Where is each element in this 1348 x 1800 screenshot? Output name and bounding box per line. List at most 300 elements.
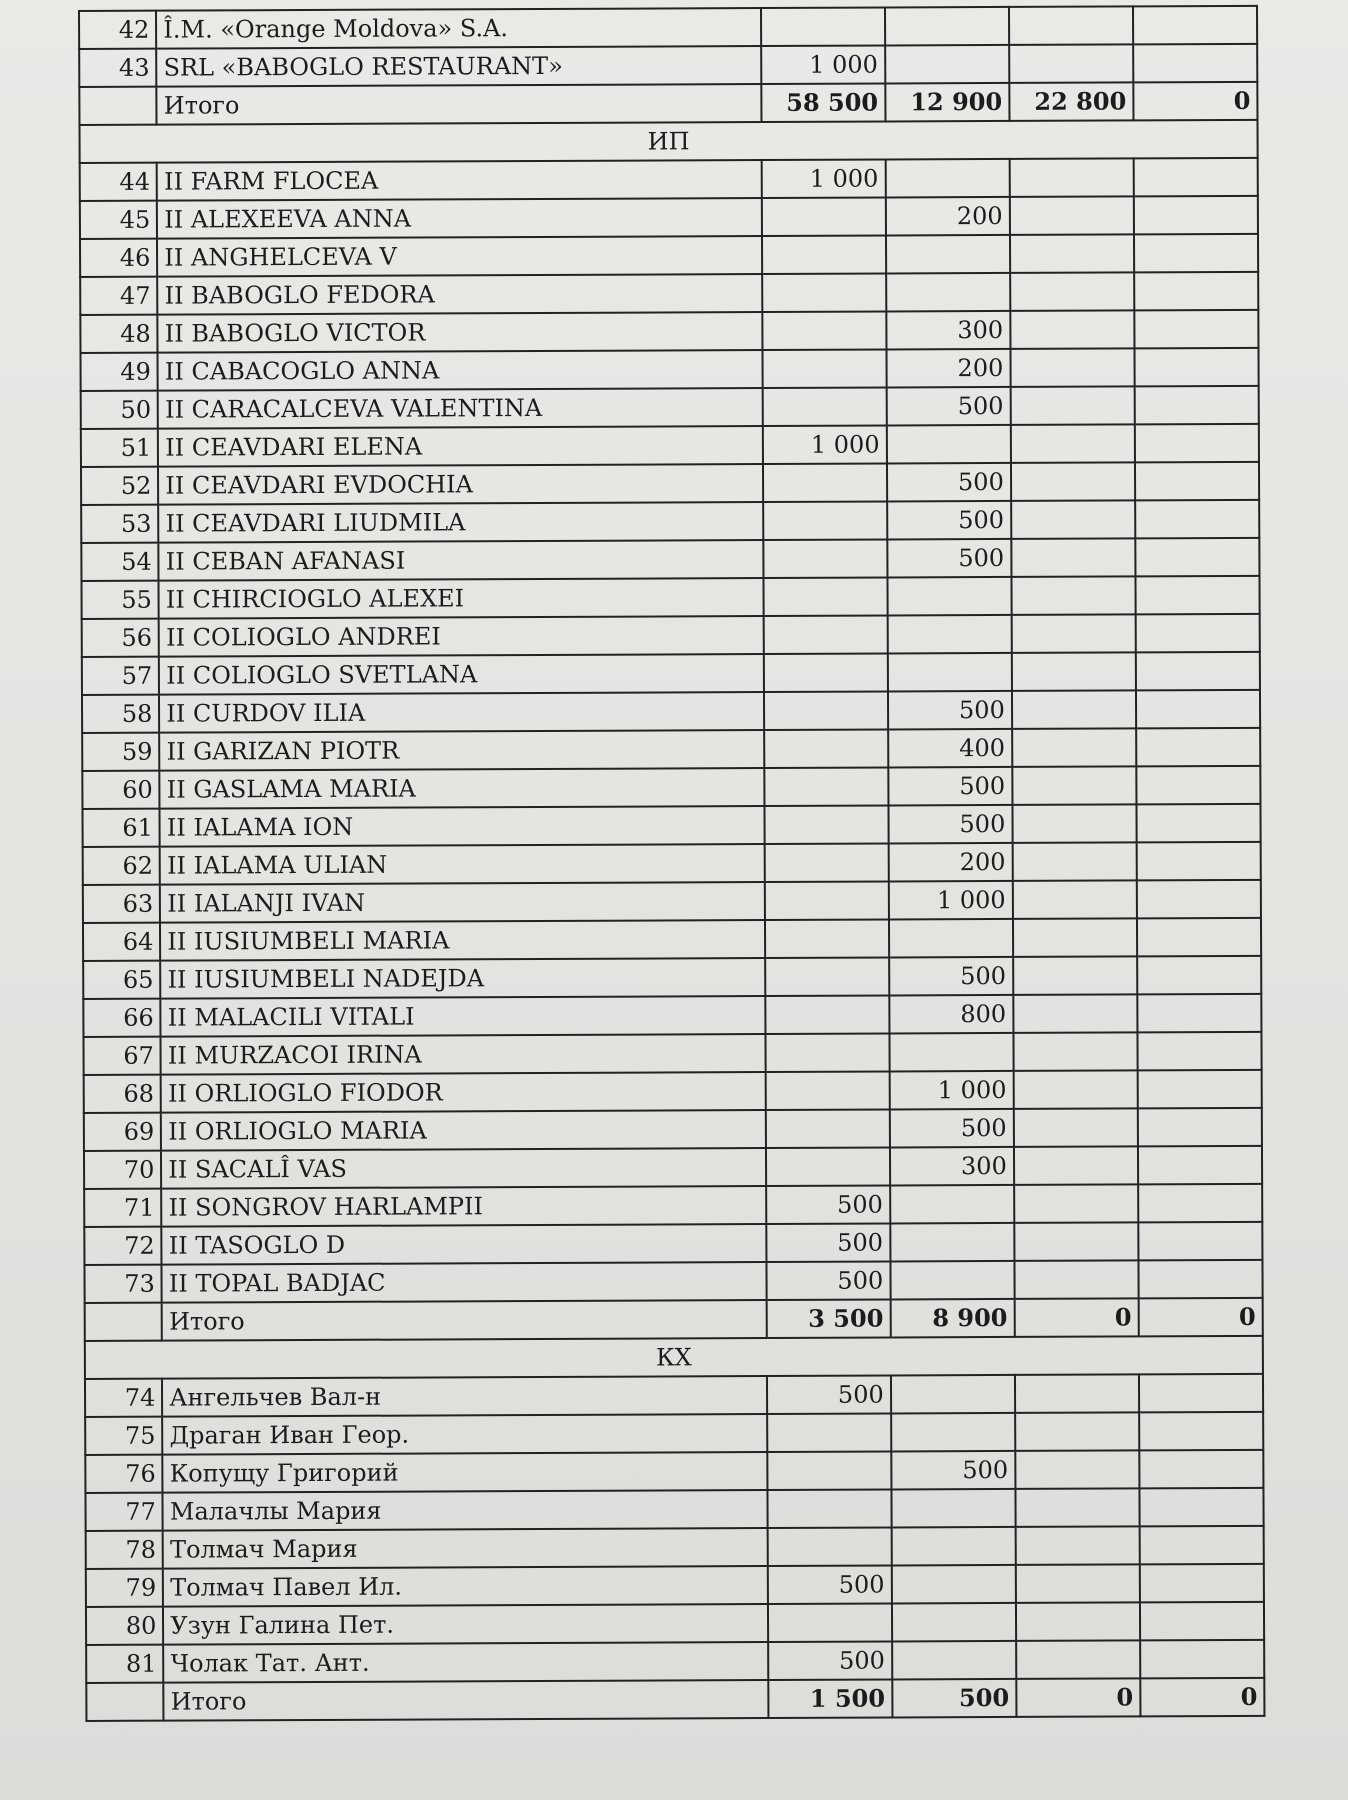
- row-c1: [762, 311, 886, 350]
- row-c3: [1013, 880, 1137, 919]
- total-c3: 0: [1016, 1678, 1140, 1717]
- row-name: Î.M. «Orange Moldova» S.A.: [156, 8, 760, 49]
- table-row: [83, 842, 1261, 885]
- row-c3: [1013, 1070, 1137, 1109]
- row-name: II ANGHELCEVA V: [157, 236, 761, 277]
- row-c2: [885, 7, 1009, 46]
- row-c2: 500: [887, 463, 1011, 502]
- row-name: II SONGROV HARLAMPII: [161, 1186, 765, 1227]
- row-c1: [763, 653, 887, 692]
- row-name: II IUSIUMBELI MARIA: [160, 920, 764, 961]
- row-c4: [1134, 348, 1258, 387]
- table-row: [84, 1146, 1262, 1189]
- row-c3: [1015, 1450, 1139, 1489]
- row-c2: [891, 1527, 1015, 1566]
- row-c1: 500: [768, 1641, 892, 1680]
- row-c2: [886, 273, 1010, 312]
- table-row: [84, 1260, 1262, 1303]
- row-c3: [1009, 158, 1133, 197]
- row-name: Копущу Григорий: [163, 1452, 767, 1493]
- row-number: 76: [85, 1455, 162, 1493]
- row-c4: [1134, 386, 1258, 425]
- row-c4: [1137, 880, 1261, 919]
- table-row: [82, 690, 1260, 733]
- row-number: 61: [82, 809, 159, 847]
- total-c1: 1 500: [768, 1679, 892, 1718]
- row-c1: [762, 273, 886, 312]
- row-name: II FARM FLOCEA: [157, 160, 761, 201]
- row-c1: [765, 919, 889, 958]
- row-c2: [892, 1603, 1016, 1642]
- row-c3: [1012, 728, 1136, 767]
- row-c1: [767, 1451, 891, 1490]
- row-number: 73: [84, 1265, 161, 1303]
- total-number: [86, 1683, 163, 1721]
- table-row: [81, 424, 1259, 467]
- row-c3: [1012, 842, 1136, 881]
- row-c1: [763, 615, 887, 654]
- row-number: 69: [84, 1113, 161, 1151]
- row-c4: [1136, 804, 1260, 843]
- row-c1: [762, 235, 886, 274]
- row-c4: [1136, 728, 1260, 767]
- row-c2: [886, 425, 1010, 464]
- row-c4: [1135, 462, 1259, 501]
- table-row: [80, 158, 1258, 201]
- table-row: [85, 1450, 1263, 1493]
- row-name: SRL «BABOGLO RESTAURANT»: [156, 46, 760, 87]
- total-row: [85, 1298, 1263, 1341]
- table-row: [86, 1602, 1264, 1645]
- row-c4: [1139, 1450, 1263, 1489]
- row-name: II ORLIOGLO FIODOR: [161, 1072, 765, 1113]
- row-number: 70: [84, 1151, 161, 1189]
- total-row: [79, 82, 1257, 125]
- row-name: II BABOGLO FEDORA: [157, 274, 761, 315]
- row-number: 58: [82, 695, 159, 733]
- row-c2: [890, 1261, 1014, 1300]
- row-c4: [1135, 576, 1259, 615]
- row-c1: [767, 1489, 891, 1528]
- table-row: [81, 500, 1259, 543]
- row-c1: 1 000: [761, 159, 885, 198]
- row-c1: [765, 1071, 889, 1110]
- row-number: 55: [81, 581, 158, 619]
- row-number: 78: [86, 1531, 163, 1569]
- row-c2: 400: [888, 729, 1012, 768]
- row-c3: [1010, 386, 1134, 425]
- table-row: [80, 234, 1258, 277]
- row-c2: 200: [888, 843, 1012, 882]
- row-c1: [767, 1527, 891, 1566]
- total-c4: 0: [1133, 82, 1257, 121]
- row-c4: [1135, 500, 1259, 539]
- row-c1: [765, 957, 889, 996]
- row-name: II ORLIOGLO MARIA: [161, 1110, 765, 1151]
- row-c2: 200: [886, 349, 1010, 388]
- table-row: [83, 880, 1261, 923]
- row-c1: 500: [767, 1375, 891, 1414]
- row-c3: [1014, 1146, 1138, 1185]
- section-kh-header: [85, 1336, 1263, 1379]
- row-name: II IALANJI IVAN: [160, 882, 764, 923]
- row-c4: [1139, 1488, 1263, 1527]
- row-c4: [1139, 1412, 1263, 1451]
- row-name: Малачлы Мария: [163, 1490, 767, 1531]
- row-c1: 500: [766, 1223, 890, 1262]
- row-number: 51: [81, 429, 158, 467]
- row-c3: [1016, 1602, 1140, 1641]
- row-number: 65: [83, 961, 160, 999]
- row-number: 59: [82, 733, 159, 771]
- row-c1: [766, 1147, 890, 1186]
- row-c4: [1139, 1526, 1263, 1565]
- table-row: [80, 196, 1258, 239]
- row-name: II CHIRCIOGLO ALEXEI: [159, 578, 763, 619]
- table-row: [81, 386, 1259, 429]
- row-number: 46: [80, 239, 157, 277]
- row-name: II COLIOGLO SVETLANA: [159, 654, 763, 695]
- row-name: Чолак Тат. Ант.: [163, 1642, 767, 1683]
- table-row: [86, 1640, 1264, 1683]
- row-c4: [1138, 1184, 1262, 1223]
- row-c3: [1011, 576, 1135, 615]
- table-row: [85, 1412, 1263, 1455]
- row-c4: [1135, 538, 1259, 577]
- row-c3: [1013, 1032, 1137, 1071]
- row-name: II SACALÎ VAS: [161, 1148, 765, 1189]
- row-number: 60: [82, 771, 159, 809]
- row-number: 43: [79, 49, 156, 87]
- total-c2: 500: [892, 1679, 1016, 1718]
- row-c3: [1015, 1412, 1139, 1451]
- row-c3: [1010, 272, 1134, 311]
- table-row: [85, 1488, 1263, 1531]
- row-c2: 500: [887, 539, 1011, 578]
- row-name: II TOPAL BADJAC: [162, 1262, 766, 1303]
- row-name: II COLIOGLO ANDREI: [159, 616, 763, 657]
- total-label: Итого: [164, 1680, 768, 1721]
- row-number: 49: [80, 353, 157, 391]
- row-name: Толмач Мария: [163, 1528, 767, 1569]
- row-c2: [890, 1185, 1014, 1224]
- row-name: II CEAVDARI EVDOCHIA: [158, 464, 762, 505]
- table-row: [82, 728, 1260, 771]
- row-c2: [889, 1033, 1013, 1072]
- row-c4: [1136, 842, 1260, 881]
- row-number: 81: [86, 1645, 163, 1683]
- row-c4: [1134, 158, 1258, 197]
- row-number: 56: [82, 619, 159, 657]
- row-c3: [1012, 766, 1136, 805]
- row-name: II CURDOV ILIA: [159, 692, 763, 733]
- table-row: [82, 804, 1260, 847]
- table-row: [83, 1032, 1261, 1075]
- row-c4: [1135, 424, 1259, 463]
- table-row: [84, 1108, 1262, 1151]
- ledger-table: [78, 5, 1265, 1722]
- row-c1: [761, 197, 885, 236]
- row-c2: 500: [891, 1451, 1015, 1490]
- row-c4: [1140, 1564, 1264, 1603]
- row-name: II BABOGLO VICTOR: [158, 312, 762, 353]
- table-row: [81, 576, 1259, 619]
- row-c4: [1134, 272, 1258, 311]
- row-c2: [891, 1375, 1015, 1414]
- row-c3: [1011, 538, 1135, 577]
- row-c2: 500: [886, 387, 1010, 426]
- row-c3: [1012, 652, 1136, 691]
- row-c1: 1 000: [762, 425, 886, 464]
- table-row: [83, 956, 1261, 999]
- row-number: 48: [80, 315, 157, 353]
- row-name: II TASOGLO D: [162, 1224, 766, 1265]
- row-c2: [885, 159, 1009, 198]
- row-number: 53: [81, 505, 158, 543]
- row-number: 77: [85, 1493, 162, 1531]
- total-c4: 0: [1140, 1678, 1264, 1717]
- row-c4: [1138, 1260, 1262, 1299]
- total-label: Итого: [157, 84, 761, 125]
- row-c1: [765, 995, 889, 1034]
- row-c2: 500: [887, 501, 1011, 540]
- table-row: [83, 994, 1261, 1037]
- row-c1: [764, 691, 888, 730]
- row-c2: 500: [889, 957, 1013, 996]
- section-ip-header: [80, 120, 1258, 163]
- row-number: 68: [84, 1075, 161, 1113]
- row-c2: 500: [888, 805, 1012, 844]
- row-c1: 500: [766, 1261, 890, 1300]
- row-c3: [1014, 1108, 1138, 1147]
- row-c3: [1013, 994, 1137, 1033]
- row-number: 45: [80, 201, 157, 239]
- table-row: [80, 310, 1258, 353]
- row-name: II CEBAN AFANASI: [159, 540, 763, 581]
- row-c2: [891, 1565, 1015, 1604]
- table-row: [85, 1374, 1263, 1417]
- row-c1: [764, 805, 888, 844]
- row-c1: [762, 349, 886, 388]
- row-number: 54: [81, 543, 158, 581]
- total-c4: 0: [1138, 1298, 1262, 1337]
- row-c4: [1137, 956, 1261, 995]
- row-name: II CEAVDARI LIUDMILA: [158, 502, 762, 543]
- row-name: II IUSIUMBELI NADEJDA: [160, 958, 764, 999]
- row-number: 74: [85, 1379, 162, 1417]
- table-row: [81, 538, 1259, 581]
- row-c2: [886, 235, 1010, 274]
- row-c2: 1 000: [889, 1071, 1013, 1110]
- row-c2: 500: [888, 767, 1012, 806]
- row-c2: [891, 1413, 1015, 1452]
- row-c1: 500: [766, 1185, 890, 1224]
- section-title: КХ: [85, 1336, 1263, 1379]
- table-row: [82, 652, 1260, 695]
- row-c1: [763, 463, 887, 502]
- table-row: [81, 462, 1259, 505]
- row-c4: [1137, 918, 1261, 957]
- row-number: 80: [86, 1607, 163, 1645]
- row-name: II CEAVDARI ELENA: [158, 426, 762, 467]
- row-number: 50: [81, 391, 158, 429]
- ledger-body: [79, 6, 1264, 1721]
- row-c1: [761, 7, 885, 46]
- table-row: [82, 766, 1260, 809]
- row-c4: [1136, 766, 1260, 805]
- row-name: Толмач Павел Ил.: [163, 1566, 767, 1607]
- row-c3: [1015, 1374, 1139, 1413]
- row-c3: [1011, 424, 1135, 463]
- row-c2: 300: [886, 311, 1010, 350]
- row-c3: [1016, 1640, 1140, 1679]
- row-c1: [764, 843, 888, 882]
- row-number: 62: [83, 847, 160, 885]
- row-number: 64: [83, 923, 160, 961]
- row-name: II GARIZAN PIOTR: [159, 730, 763, 771]
- row-number: 71: [84, 1189, 161, 1227]
- row-c4: [1133, 44, 1257, 83]
- row-c4: [1138, 1108, 1262, 1147]
- row-c4: [1137, 1070, 1261, 1109]
- total-number: [79, 87, 156, 125]
- row-number: 44: [80, 163, 157, 201]
- row-c3: [1010, 196, 1134, 235]
- row-c3: [1013, 956, 1137, 995]
- row-c2: [890, 1223, 1014, 1262]
- row-number: 47: [80, 277, 157, 315]
- row-c3: [1010, 348, 1134, 387]
- total-row: [86, 1678, 1264, 1721]
- table-row: [82, 614, 1260, 657]
- row-c2: [887, 577, 1011, 616]
- row-c2: 500: [888, 691, 1012, 730]
- table-row: [86, 1526, 1264, 1569]
- row-number: 79: [86, 1569, 163, 1607]
- table-row: [84, 1184, 1262, 1227]
- row-name: II CABACOGLO ANNA: [158, 350, 762, 391]
- row-c3: [1011, 462, 1135, 501]
- row-c3: [1015, 1488, 1139, 1527]
- row-c4: [1138, 1222, 1262, 1261]
- row-c1: [768, 1603, 892, 1642]
- row-c2: 500: [889, 1109, 1013, 1148]
- row-c3: [1011, 500, 1135, 539]
- row-c1: [762, 387, 886, 426]
- total-c1: 3 500: [766, 1299, 890, 1338]
- row-number: 66: [83, 999, 160, 1037]
- row-name: II MURZACOI IRINA: [161, 1034, 765, 1075]
- row-name: II IALAMA ION: [160, 806, 764, 847]
- table-row: [86, 1564, 1264, 1607]
- row-c2: 1 000: [888, 881, 1012, 920]
- row-c1: 1 000: [761, 45, 885, 84]
- row-c1: 500: [767, 1565, 891, 1604]
- row-c4: [1134, 196, 1258, 235]
- row-c4: [1134, 310, 1258, 349]
- row-c4: [1138, 1146, 1262, 1185]
- row-number: 67: [83, 1037, 160, 1075]
- row-c2: [891, 1489, 1015, 1528]
- total-c2: 12 900: [885, 83, 1009, 122]
- row-c3: [1014, 1260, 1138, 1299]
- row-c1: [764, 729, 888, 768]
- row-c1: [767, 1413, 891, 1452]
- row-number: 75: [85, 1417, 162, 1455]
- row-c4: [1134, 234, 1258, 273]
- row-c1: [764, 767, 888, 806]
- row-c3: [1014, 1222, 1138, 1261]
- row-name: Узун Галина Пет.: [163, 1604, 767, 1645]
- row-number: 72: [84, 1227, 161, 1265]
- total-c3: 0: [1014, 1298, 1138, 1337]
- total-c2: 8 900: [890, 1299, 1014, 1338]
- row-c1: [763, 501, 887, 540]
- row-c2: [887, 653, 1011, 692]
- row-c4: [1136, 690, 1260, 729]
- row-c1: [765, 1033, 889, 1072]
- row-c3: [1010, 310, 1134, 349]
- table-row: [79, 44, 1257, 87]
- row-number: 42: [79, 11, 156, 49]
- row-c3: [1010, 234, 1134, 273]
- row-c3: [1009, 44, 1133, 83]
- row-number: 57: [82, 657, 159, 695]
- row-c4: [1139, 1374, 1263, 1413]
- row-name: II CARACALCEVA VALENTINA: [158, 388, 762, 429]
- row-c3: [1015, 1526, 1139, 1565]
- row-name: Драган Иван Геор.: [162, 1414, 766, 1455]
- row-c2: 800: [889, 995, 1013, 1034]
- row-c4: [1135, 614, 1259, 653]
- row-c4: [1140, 1602, 1264, 1641]
- row-c2: 200: [885, 197, 1009, 236]
- row-c3: [1013, 918, 1137, 957]
- row-c1: [764, 881, 888, 920]
- row-name: II MALACILI VITALI: [161, 996, 765, 1037]
- table-row: [79, 6, 1257, 49]
- row-c3: [1016, 1564, 1140, 1603]
- row-c4: [1137, 1032, 1261, 1071]
- row-c4: [1140, 1640, 1264, 1679]
- total-c3: 22 800: [1009, 82, 1133, 121]
- row-c2: [887, 615, 1011, 654]
- row-name: II ALEXEEVA ANNA: [157, 198, 761, 239]
- table-row: [84, 1070, 1262, 1113]
- row-c1: [763, 577, 887, 616]
- row-c4: [1136, 652, 1260, 691]
- row-name: Ангельчев Вал-н: [162, 1376, 766, 1417]
- row-c2: [885, 45, 1009, 84]
- section-title: ИП: [80, 120, 1258, 163]
- row-name: II GASLAMA MARIA: [160, 768, 764, 809]
- row-c3: [1012, 690, 1136, 729]
- total-c1: 58 500: [761, 83, 885, 122]
- row-c1: [765, 1109, 889, 1148]
- row-c1: [763, 539, 887, 578]
- row-c3: [1012, 804, 1136, 843]
- table-row: [83, 918, 1261, 961]
- row-c4: [1133, 6, 1257, 45]
- total-label: Итого: [162, 1300, 766, 1341]
- total-number: [85, 1303, 162, 1341]
- row-c2: [892, 1641, 1016, 1680]
- row-name: II IALAMA ULIAN: [160, 844, 764, 885]
- row-number: 52: [81, 467, 158, 505]
- row-number: 63: [83, 885, 160, 923]
- row-c3: [1011, 614, 1135, 653]
- row-c3: [1009, 6, 1133, 45]
